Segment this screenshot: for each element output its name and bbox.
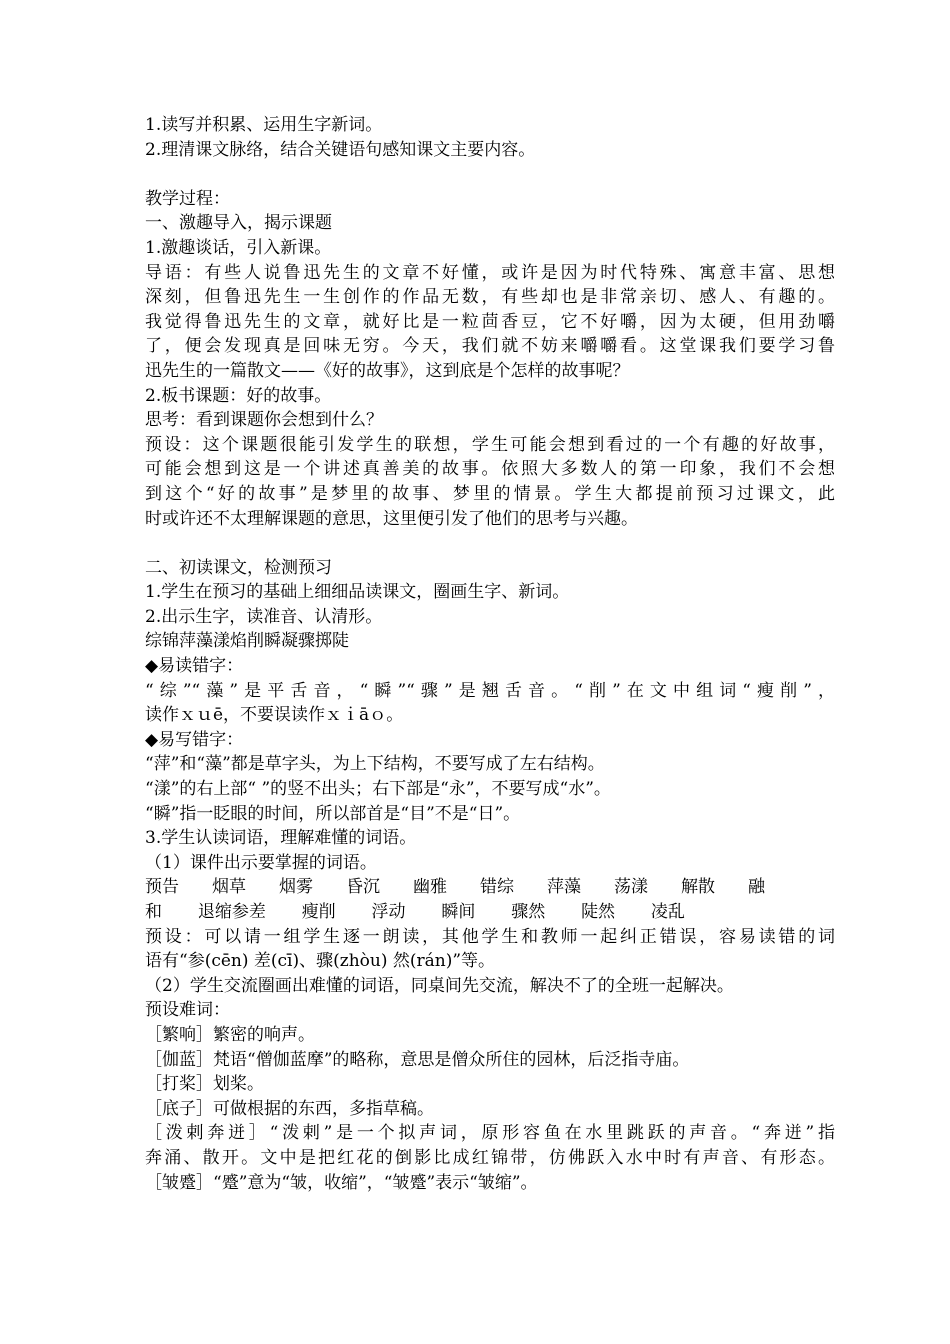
misread-line: 读作ｘｕē，不要误读作ｘｉāｏ。 [145,705,404,726]
miswrite-line: “漾”的右上部“ ”的竖不出头；右下部是“永”，不要写成“水”。 [145,779,611,800]
vocab-word: 解散 [681,877,715,898]
easy-misread-title: ◆易读错字： [145,656,244,677]
intro-paragraph-line: 深刻，但鲁迅先生一生创作的作品无数，有些却也是非常亲切、感人、有趣的。 [145,287,835,308]
vocab-word: 和 [145,902,162,922]
easy-miswrite-title: ◆易写错字： [145,729,244,750]
blank-line [145,531,835,556]
new-characters: 综锦萍藻漾焰削瞬凝骤掷陡 [145,631,349,652]
document-body [145,113,835,1195]
vocab-word: 退缩参差 [197,902,266,922]
vocab-word: 萍藻 [547,877,581,898]
intro-paragraph-line: 我觉得鲁迅先生的文章，就好比是一粒茴香豆，它不好嚼，因为太硬，但用劲嚼 [145,311,835,332]
miswrite-line: “萍”和“藻”都是草字头，为上下结构，不要写成了左右结构。 [145,754,605,775]
blank-line [145,162,835,187]
definition-line: ［底子］可做根据的东西，多指草稿。 [145,1098,434,1119]
goal-item: 1.读写并积累、运用生字新词。 [145,115,383,135]
vocab-word: 瞬间 [441,902,476,922]
preset-paragraph-line: 预设：这个课题很能引发学生的联想，学生可能会想到看过的一个有趣的好故事， [145,434,835,455]
goal-item: 2.理清课文脉络，结合关键语句感知课文主要内容。 [145,139,536,160]
preset-paragraph-line: 时或许还不太理解课题的意思，这里便引发了他们的思考与兴趣。 [145,508,638,529]
vocab-word: 陡然 [581,902,616,922]
vocab-word: 凌乱 [650,902,685,922]
section2-step2: 2.出示生字，读准音、认清形。 [145,606,383,627]
definition-line: 奔涌、散开。文中是把红花的倒影比成红锦带，仿佛跃入水中时有声音、有形态。 [145,1147,835,1168]
sub-step-2: （2）学生交流圈画出难懂的词语，同桌间先交流，解决不了的全班一起解决。 [145,975,734,996]
vocab-word: 昏沉 [346,877,380,898]
section2-heading: 二、初读课文，检测预习 [145,557,332,578]
intro-paragraph-line: 了，便会发现真是回味无穷。今天，我们就不妨来嚼嚼看。这堂课我们要学习鲁 [145,336,835,357]
word-preset-line: 预设：可以请一组学生逐一朗读，其他学生和教师一起纠正错误，容易读错的词 [145,926,835,947]
section1-heading: 一、激趣导入，揭示课题 [145,213,332,234]
definition-line: ［泼剌奔迸］“泼剌”是一个拟声词，原形容鱼在水里跳跃的声音。“奔迸”指 [145,1123,835,1144]
intro-paragraph-line: 迅先生的一篇散文——《好的故事》，这到底是个怎样的故事呢？ [145,360,630,381]
word-preset-line: 语有“参(cēn) 差(cī)、骤(zhòu) 然(rán)”等。 [145,951,496,972]
vocab-word: 烟草 [212,877,246,898]
vocab-word: 错综 [480,877,514,898]
sub-step-1: （1）课件出示要掌握的词语。 [145,852,377,873]
vocab-word: 融 [748,877,765,898]
preset-paragraph-line: 可能会想到这是一个讲述真善美的故事。依照大多数人的第一印象，我们不会想 [145,459,835,480]
vocab-word: 烟雾 [279,877,313,898]
preset-paragraph-line: 到这个“好的故事”是梦里的故事、梦里的情景。学生大都提前预习过课文，此 [145,483,835,504]
section2-step3: 3.学生认读词语，理解难懂的词语。 [145,828,417,849]
vocab-word: 瘦削 [301,902,336,922]
definition-line: ［皱蹙］“蹙”意为“皱，收缩”，“皱蹙”表示“皱缩”。 [145,1172,538,1193]
think-question: 思考：看到课题你会想到什么？ [145,410,383,431]
vocab-word: 浮动 [371,902,406,922]
section2-step1: 1.学生在预习的基础上细细品读课文，圈画生字、新词。 [145,582,570,603]
definition-line: ［繁响］繁密的响声。 [145,1024,315,1045]
vocab-word: 荡漾 [614,877,648,898]
section1-step2: 2.板书课题：好的故事。 [145,385,332,406]
section1-step1: 1.激趣谈话，引入新课。 [145,237,332,258]
hard-words-title: 预设难词： [145,1000,230,1021]
process-title: 教学过程： [145,188,230,209]
vocabulary-row [145,875,835,900]
vocab-word: 预告 [145,877,179,898]
vocabulary-row [145,900,835,925]
vocab-word: 骤然 [511,902,546,922]
definition-line: ［打桨］划桨。 [145,1074,264,1095]
vocab-word: 幽雅 [413,877,447,898]
intro-paragraph-line: 导语：有些人说鲁迅先生的文章不好懂，或许是因为时代特殊、寓意丰富、思想 [145,262,835,283]
miswrite-line: “瞬”指一眨眼的时间，所以部首是“目”不是“日”。 [145,803,521,824]
misread-line: “综”“藻”是平舌音，“瞬”“骤”是翘舌音。“削”在文中组词“瘦削”， [145,680,835,701]
definition-line: ［伽蓝］梵语“僧伽蓝摩”的略称，意思是僧众所住的园林，后泛指寺庙。 [145,1049,690,1070]
